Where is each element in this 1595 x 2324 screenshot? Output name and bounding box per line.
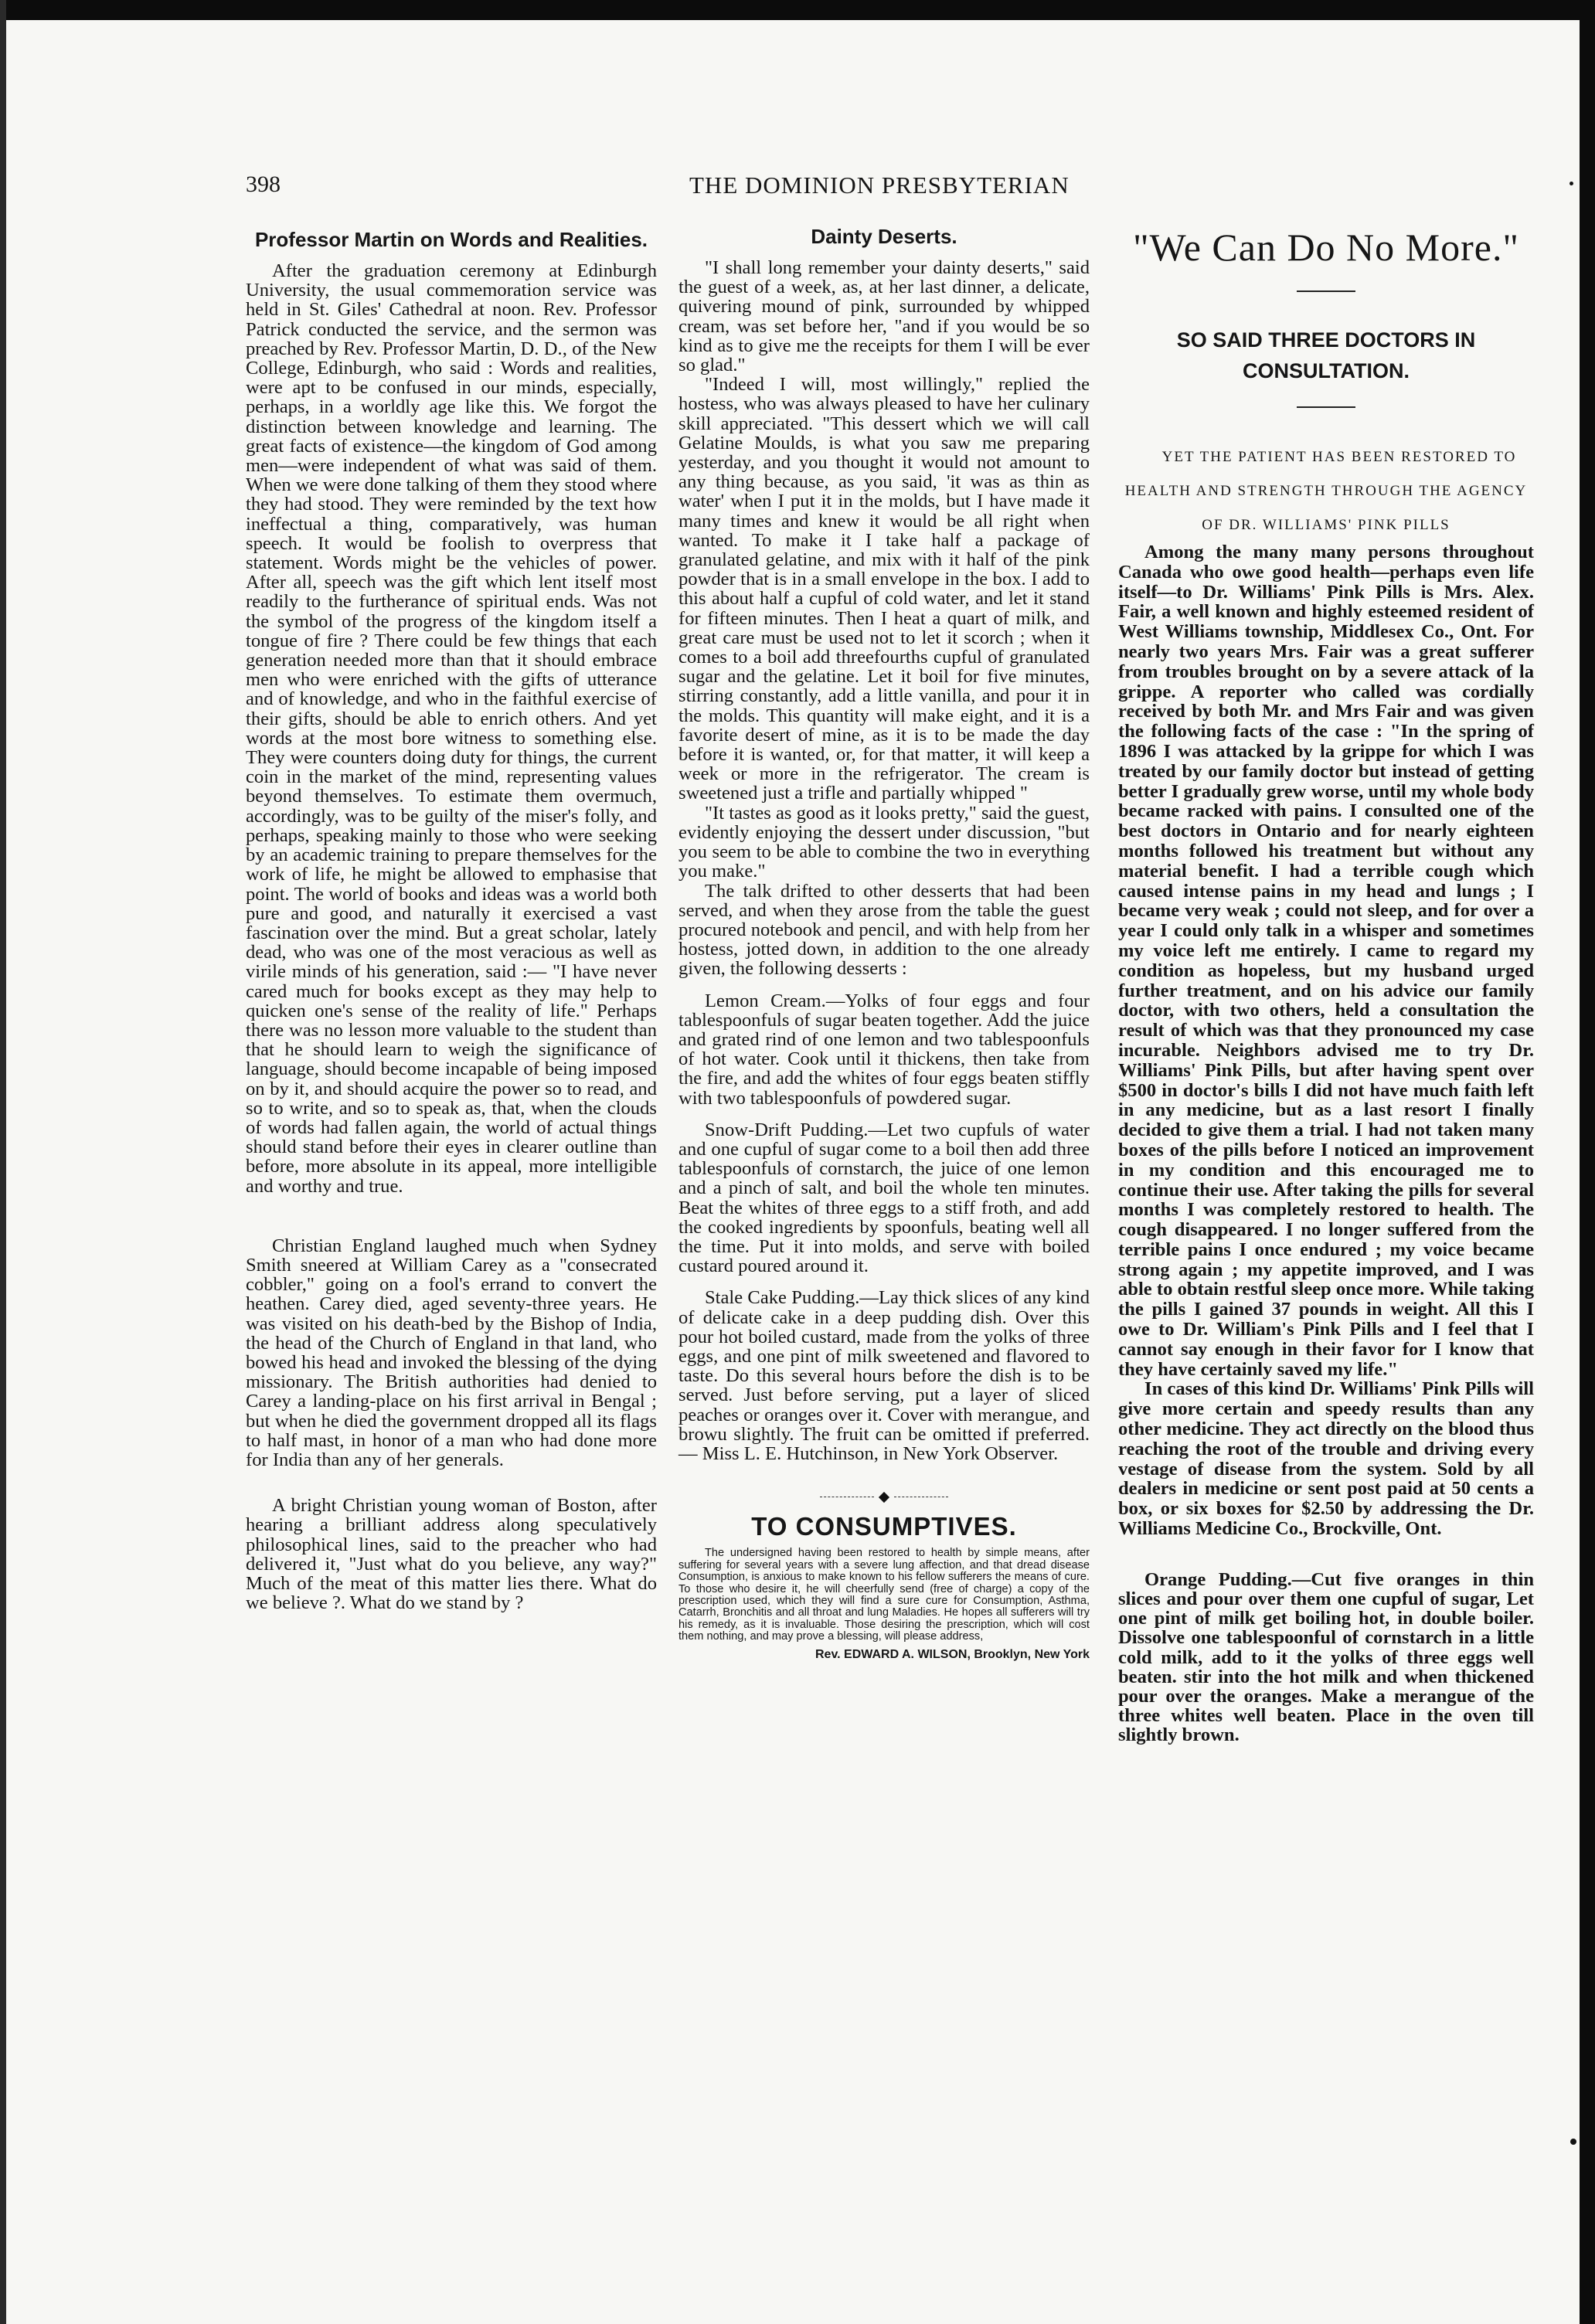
- recipe-paragraph: Snow-Drift Pudding.—Let two cupfuls of water and one cupful of sugar come to a boil then add three tablespoonfuls of cornstarch, the juice of one lemon and a pinch of salt, and boil the whole ten minutes. Beat the whites of three eggs to a stiff froth, and add the cooked ingredients by spoonfuls, beating well all the time. Put it into molds, and serve with boiled custard poured around it.: [678, 1119, 1090, 1277]
- article-paragraph: The talk drifted to other desserts that had been served, and when they arose from the table the guest procured notebook and pencil, and with help from her hostess, jotted down, in addition to the one already given, the following desserts :: [678, 880, 1090, 980]
- scan-border-left: [0, 0, 6, 2324]
- column-middle: [678, 224, 1090, 1664]
- scan-border-right: [1580, 0, 1595, 2324]
- page-number: 398: [246, 172, 281, 197]
- notice-body: The undersigned having been restored to health by simple means, after suffering for several years with a severe lung affection, and that dread disease Consumption, is anxious to make known to his fellow sufferers the means of cure. To those who desire it, he will cheerfully send (free of charge) a copy of the prescription used, which they will find a sure cure for Consumption, Asthma, Catarrh, Bronchitis and all throat and lung Maladies. He hopes all sufferers will try his remedy, as it is invaluable. Those desiring the prescription, which will cost them nothing, and may prove a blessing, will please address,: [678, 1547, 1090, 1643]
- running-head: [246, 172, 1374, 202]
- ad-subheading: YET THE PATIENT HAS BEEN RESTORED TO HEALTH AND STRENGTH THROUGH THE AGENCY OF DR. WILLIAMS' PINK PILLS: [1124, 449, 1528, 533]
- article-paragraph: "Indeed I will, most willingly," replied the hostess, who was always pleased to have her culinary skill appreciated. "This dessert which we will call Gelatine Moulds, is what you saw me preparing yesterday, and you thought it would not amount to any thing because, as you said, 'it was as thin as water' when I put it in the molds, but I have made it many times and knew it would be all right when wanted. To make it I take half a package of granulated gelatine, and mix with it half of the pink powder that is in a small envelope in the box. I add to this about half a cupful of cold water, and let it stand for fifteen minutes. Then I heat a quart of milk, and great care must be used not to let it scorch ; when it comes to a boil add threefourths cupful of granulated sugar and the gelatine. Let it boil for five minutes, stirring constantly, add a little vanilla, and pour it in the molds. This quantity will make eight, and it is a favorite desert of mine, as it is to be made the day before it is wanted, or, for that matter, it will keep a week or more in the refrigerator. The cream is sweetened just a trifle and partially whipped ": [678, 374, 1090, 804]
- section-ornament: [678, 1486, 1090, 1506]
- article-heading: Dainty Deserts.: [811, 225, 957, 248]
- publication-title: THE DOMINION PRESBYTERIAN: [689, 172, 1070, 199]
- ad-headline: SO SAID THREE DOCTORS IN CONSULTATION.: [1176, 328, 1476, 382]
- notice-heading: TO CONSUMPTIVES.: [751, 1512, 1017, 1541]
- column-right: [1118, 224, 1534, 1745]
- ad-title: "We Can Do No More.": [1133, 226, 1519, 269]
- scan-border-top: [0, 0, 1595, 20]
- notice-signature: Rev. EDWARD A. WILSON, Brooklyn, New York: [815, 1647, 1090, 1661]
- article-paragraph: "I shall long remember your dainty deserts," said the guest of a week, as, at her last dinner, a delicate, quivering mound of pink, surrounded by whipped cream, was set before her, "and if you would be so kind as to give me the receipts for them I will be ever so glad.": [678, 257, 1090, 376]
- ornament-diamond: [879, 1492, 889, 1503]
- article-paragraph: After the graduation ceremony at Edinburgh University, the usual commemoration service was held in St. Giles' Cathedral at noon. Rev. Professor Patrick conducted the service, and the sermon was preached by Rev. Professor Martin, D. D., of the New College, Edinburgh, who said : Words and realities, were apt to be confused in our minds, especially, perhaps, in a worldly age like this. We forgot the distinction between knowledge and learning. The great facts of existence—the kingdom of God among men—were independent of what was said of them. When we were done talking of them they stood where they had stood. They were reminded by the text how ineffectual a thing, comparatively, was human speech. It would be foolish to overpress that statement. Words might be the vehicles of power. After all, speech was the gift which lent itself most readily to the furtherance of spiritual ends. Was not the symbol of the progress of the kingdom itself a tongue of fire ? There could be few things that each generation needed more than that it should embrace men who were enriched with the gifts of utterance and of knowledge, and who in the faithful exercise of their gifts, should be able to enrich others. And yet words at the most bore witness to something else. They were counters doing duty for things, the current coin in the market of the mind, representing values beyond themselves. To estimate them overmuch, accordingly, was to be guilty of the miser's folly, and perhaps, speaking mainly to those who were seeking by an academic training to prepare themselves for the work of life, he might be allowed to emphasise that point. The world of books and ideas was a world both pure and good, and naturally it exercised a vast fascination over the mind. But a great scholar, lately dead, who was one of the most veracious as well as virile minds of his generation, said :— "I have never cared much for books except as they may help to quicken one's sense of the reality of life." Perhaps there was no lesson more valuable to the student than that he should learn to weigh the significance of language, should become incapable of being imposed on by it, and should acquire the power so to read, and so to write, and so to speak as, that, when the clouds of words had fallen again, the world of actual things should stand before their eyes in clearer outline than before, more absolute in its appeal, more intelligible and worthy and true.: [246, 260, 658, 1197]
- pink-pills-advertisement: [1118, 224, 1534, 1539]
- ad-paragraph: In cases of this kind Dr. Williams' Pink Pills will give more certain and speedy results than any other medicine. They act directly on the blood thus reaching the root of the trouble and driving every vestage of disease from the system. Sold by all dealers in medicine or sent post paid at 50 cents a box, or six boxes for $2.50 by addressing the Dr. Williams Medicine Co., Brockville, Ont.: [1118, 1378, 1534, 1540]
- article-paragraph: "It tastes as good as it looks pretty," said the guest, evidently enjoying the dessert under discussion, "but you seem to be able to combine the two in everything you make.": [678, 802, 1090, 882]
- ad-rule: [1297, 290, 1355, 292]
- consumptives-notice: [678, 1510, 1090, 1663]
- ad-paragraph: Among the many many persons throughout Canada who owe good health—perhaps even life itself—to Dr. Williams' Pink Pills is Mrs. Alex. Fair, a well known and highly esteemed resident of West Williams township, Middlesex Co., Ont. For nearly two years Mrs. Fair was a great sufferer from troubles brought on by a severe attack of la grippe. A reporter who called was cordially received by both Mr. and Mrs Fair and was given the following facts of the case : "In the spring of 1896 I was attacked by la grippe for which I was treated by our family doctor but instead of getting better I gradually grew worse, until my whole body became racked with pains. I consulted one of the best doctors in Ontario and for nearly eighteen months followed his treatment but without any material benefit. I had a terrible cough which caused intense pains in my head and lungs ; I became very weak ; could not sleep, and for over a year I could only talk in a whisper and sometimes my voice left me entirely. I came to regard my condition as hopeless, but my husband urged further treatment, and on his advice our family doctor, with two others, held a consultation the result of which was that they pronounced my case incurable. Neighbors advised me to try Dr. Williams' Pink Pills, but after having spent over $500 in doctor's bills I did not have much faith left in any medicine, but as a last resort I finally decided to give them a trial. I had not taken many boxes of the pills before I noticed an improvement in my condition and this encouraged me to continue their use. After taking the pills for several months I was completely restored to health. The cough disappeared. I no longer suffered from the terrible pains I once endured ; my voice became strong again ; my appetite improved, and I was able to obtain restful sleep once more. While taking the pills I gained 37 pounds in weight. All this I owe to Dr. William's Pink Pills and I feel that I cannot say enough in their favor for I know that they have certainly saved my life.": [1118, 542, 1534, 1380]
- recipe-paragraph: Stale Cake Pudding.—Lay thick slices of any kind of delicate cake in a deep pudding dish. Over this pour hot boiled custard, made from the yolks of three eggs, and one pint of milk sweetened and flavored to taste. Do this several hours before the dish is to be served. Just before serving, put a layer of sliced peaches or oranges over it. Cover with merangue, and browu slightly. The fruit can be omitted if preferred.— Miss L. E. Hutchinson, in New York Observer.: [678, 1287, 1090, 1464]
- ink-speck: [1570, 2139, 1576, 2145]
- article-paragraph: Christian England laughed much when Sydney Smith sneered at William Carey as a "consecrated cobbler," going on a fool's errand to convert the heathen. Carey died, aged seventy-three years. He was visited on his death-bed by the Bishop of India, the head of the Church of England in that land, who bowed his head and invoked the blessing of the dying missionary. The British authorities had denied to Carey a landing-place on his first arrival in Bengal ; but when he died the government dropped all its flags to half mast, in honor of a man who had done more for India than any of her generals.: [246, 1235, 657, 1470]
- ad-body: [1118, 542, 1534, 1539]
- ad-rule: [1297, 406, 1355, 408]
- article-heading: Professor Martin on Words and Realities.: [254, 228, 648, 251]
- column-left: [246, 224, 657, 1612]
- recipe-paragraph: Lemon Cream.—Yolks of four eggs and four tablespoonfuls of sugar beaten together. Add the juice and grated rind of one lemon and two tablespoonfuls of hot water. Cook until it thickens, then take from the fire, and add the whites of four eggs beaten stiffly with two tablespoonfuls of powdered sugar.: [678, 990, 1090, 1109]
- recipe-paragraph: Orange Pudding.—Cut five oranges in thin slices and pour over them one cupful of sugar, Let one pint of milk get boiling hot, in double boiler. Dissolve one tablespoonful of cornstarch in a little cold milk, add to it the yolks of three eggs well beaten. stir into the hot milk and when thickened pour over the oranges. Make a merangue of the three whites well beaten. Place in the oven till slightly brown.: [1118, 1568, 1534, 1746]
- article-paragraph: A bright Christian young woman of Boston, after hearing a brilliant address along speculatively philosophical lines, said to the preacher who had delivered it, "Just what do you believe, any way?" Much of the meat of this matter lies there. What do we believe ?. What do we stand by ?: [246, 1495, 657, 1614]
- ink-speck: [1569, 182, 1573, 185]
